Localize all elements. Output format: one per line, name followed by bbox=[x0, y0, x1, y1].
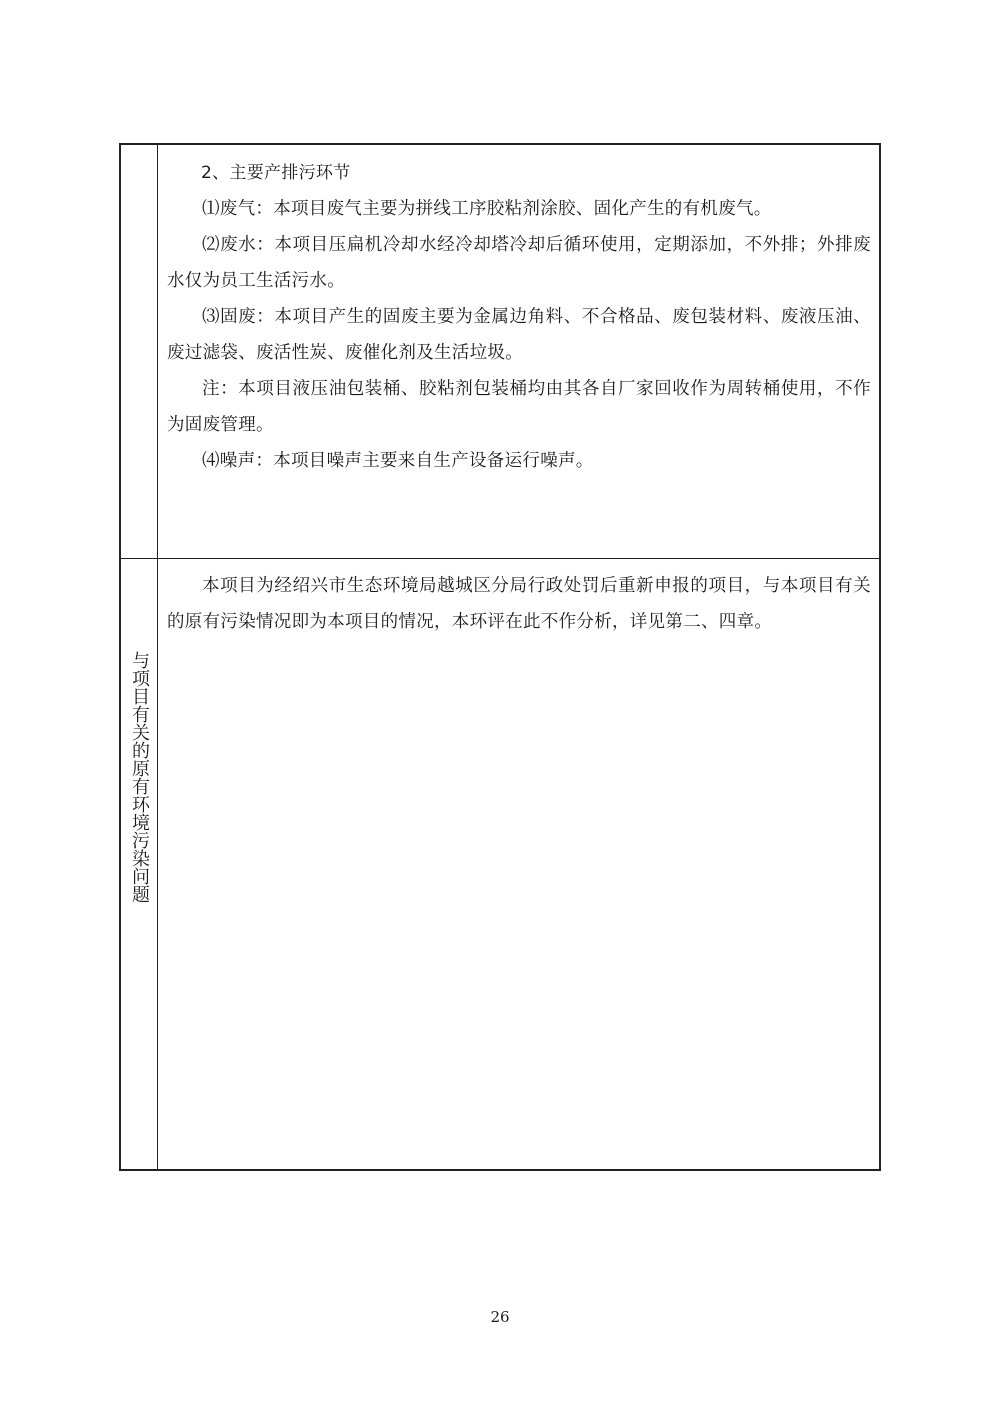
row-label-cell bbox=[121, 559, 158, 1169]
section-heading: 2、主要产排污环节 bbox=[201, 163, 351, 183]
existing-pollution-cell bbox=[158, 559, 879, 1169]
waste-gas-paragraph: ⑴废气：本项目废气主要为拼线工序胶粘剂涂胶、固化产生的有机废气。 bbox=[202, 199, 772, 219]
row-label-cell-empty bbox=[121, 145, 158, 558]
noise-paragraph: ⑷噪声：本项目噪声主要来自生产设备运行噪声。 bbox=[202, 451, 594, 471]
table-row bbox=[121, 145, 879, 559]
report-table bbox=[119, 143, 881, 1171]
note-paragraph: 注：本项目液压油包装桶、胶粘剂包装桶均由其各自厂家回收作为周转桶使用，不作为固废管理。 bbox=[167, 379, 871, 435]
existing-pollution-paragraph: 本项目为经绍兴市生态环境局越城区分局行政处罚后重新申报的项目，与本项目有关的原有污染情况即为本项目的情况，本环评在此不作分析，详见第二、四章。 bbox=[167, 576, 871, 632]
solid-waste-paragraph: ⑶固废：本项目产生的固废主要为金属边角料、不合格品、废包装材料、废液压油、废过滤袋、废活性炭、废催化剂及生活垃圾。 bbox=[167, 307, 871, 363]
existing-pollution-label: 与项目有关的原有环境污染问题 bbox=[129, 651, 150, 903]
table-row bbox=[121, 559, 879, 1169]
pollution-sources-cell bbox=[158, 145, 879, 558]
page-number: 26 bbox=[490, 1308, 510, 1326]
waste-water-paragraph: ⑵废水：本项目压扁机冷却水经冷却塔冷却后循环使用，定期添加，不外排；外排废水仅为员工生活污水。 bbox=[167, 235, 871, 291]
